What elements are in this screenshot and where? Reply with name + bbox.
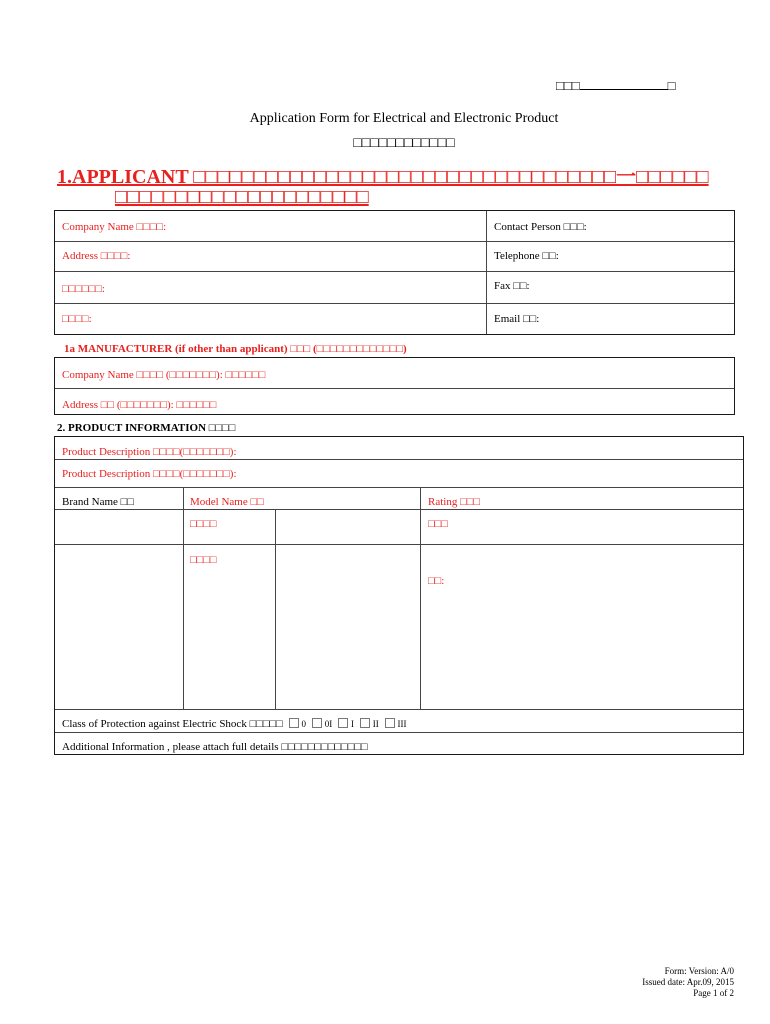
manufacturer-table xyxy=(54,357,735,415)
applicant-fax-field[interactable]: Fax □□: xyxy=(494,280,530,292)
protection-0-checkbox[interactable] xyxy=(289,718,299,728)
applicant-row3-left-field[interactable]: □□□□□□: xyxy=(62,283,105,295)
applicant-heading: 1.APPLICANT □□□□□□□□□□□□□□□□□□□□□□□□□□□□□□□□□□□一□□□□□□ xyxy=(57,166,709,188)
form-code-suffix: □ xyxy=(667,78,676,93)
applicant-table xyxy=(54,210,735,335)
form-code-prefix: □□□ xyxy=(556,78,580,93)
product-description-2-field[interactable]: Product Description □□□□(□□□□□□□): xyxy=(62,468,237,480)
protection-iii-label: III xyxy=(397,719,407,729)
footer-issued-date: Issued date: Apr.09, 2015 xyxy=(642,977,734,987)
form-code-blank xyxy=(580,78,668,90)
footer xyxy=(642,966,734,999)
protection-class-row xyxy=(62,718,407,731)
applicant-contact-person-field[interactable]: Contact Person □□□: xyxy=(494,221,587,233)
additional-info-field[interactable]: Additional Information , please attach full details □□□□□□□□□□□□□ xyxy=(62,741,368,753)
protection-iii-checkbox[interactable] xyxy=(385,718,395,728)
applicant-row4-left-field[interactable]: □□□□: xyxy=(62,313,92,325)
footer-page-number: Page 1 of 2 xyxy=(693,988,734,998)
footer-version: Form: Version: A/0 xyxy=(664,966,734,976)
applicant-company-name-field[interactable]: Company Name □□□□: xyxy=(62,221,167,233)
protection-ii-label: II xyxy=(372,719,379,729)
manufacturer-address-field[interactable]: Address □□ (□□□□□□□): □□□□□□ xyxy=(62,399,217,411)
rating-header: Rating □□□ xyxy=(428,496,481,508)
protection-0i-checkbox[interactable] xyxy=(312,718,322,728)
applicant-address-field[interactable]: Address □□□□: xyxy=(62,250,131,262)
brand-name-header: Brand Name □□ xyxy=(62,496,134,508)
model-name-header: Model Name □□ xyxy=(190,496,264,508)
manufacturer-company-name-field[interactable]: Company Name □□□□ (□□□□□□□): □□□□□□ xyxy=(62,369,266,381)
protection-ii-checkbox[interactable] xyxy=(360,718,370,728)
protection-i-checkbox[interactable] xyxy=(338,718,348,728)
rating-cell-2[interactable]: □□: xyxy=(428,575,445,587)
protection-class-label: Class of Protection against Electric Shock □□□□□ xyxy=(62,718,283,730)
protection-i-label: I xyxy=(351,719,355,729)
form-title-cn: □□□□□□□□□□□□ xyxy=(353,136,455,151)
rating-cell-1[interactable]: □□□ xyxy=(428,518,448,530)
form-title: Application Form for Electrical and Electronic Product xyxy=(249,111,559,126)
product-description-1-field[interactable]: Product Description □□□□(□□□□□□□): xyxy=(62,446,237,458)
applicant-telephone-field[interactable]: Telephone □□: xyxy=(494,250,559,262)
applicant-email-field[interactable]: Email □□: xyxy=(494,313,540,325)
applicant-heading-cont: □□□□□□□□□□□□□□□□□□□□□ xyxy=(115,186,369,208)
protection-0i-label: 0I xyxy=(324,719,333,729)
model-cell-1[interactable]: □□□□ xyxy=(190,518,217,530)
manufacturer-heading: 1a MANUFACTURER (if other than applicant) □□□ (□□□□□□□□□□□□□) xyxy=(64,343,407,355)
product-info-heading: 2. PRODUCT INFORMATION □□□□ xyxy=(57,422,236,434)
form-code xyxy=(556,78,675,94)
model-cell-2[interactable]: □□□□ xyxy=(190,554,217,566)
protection-0-label: 0 xyxy=(301,719,307,729)
product-table xyxy=(54,436,744,755)
